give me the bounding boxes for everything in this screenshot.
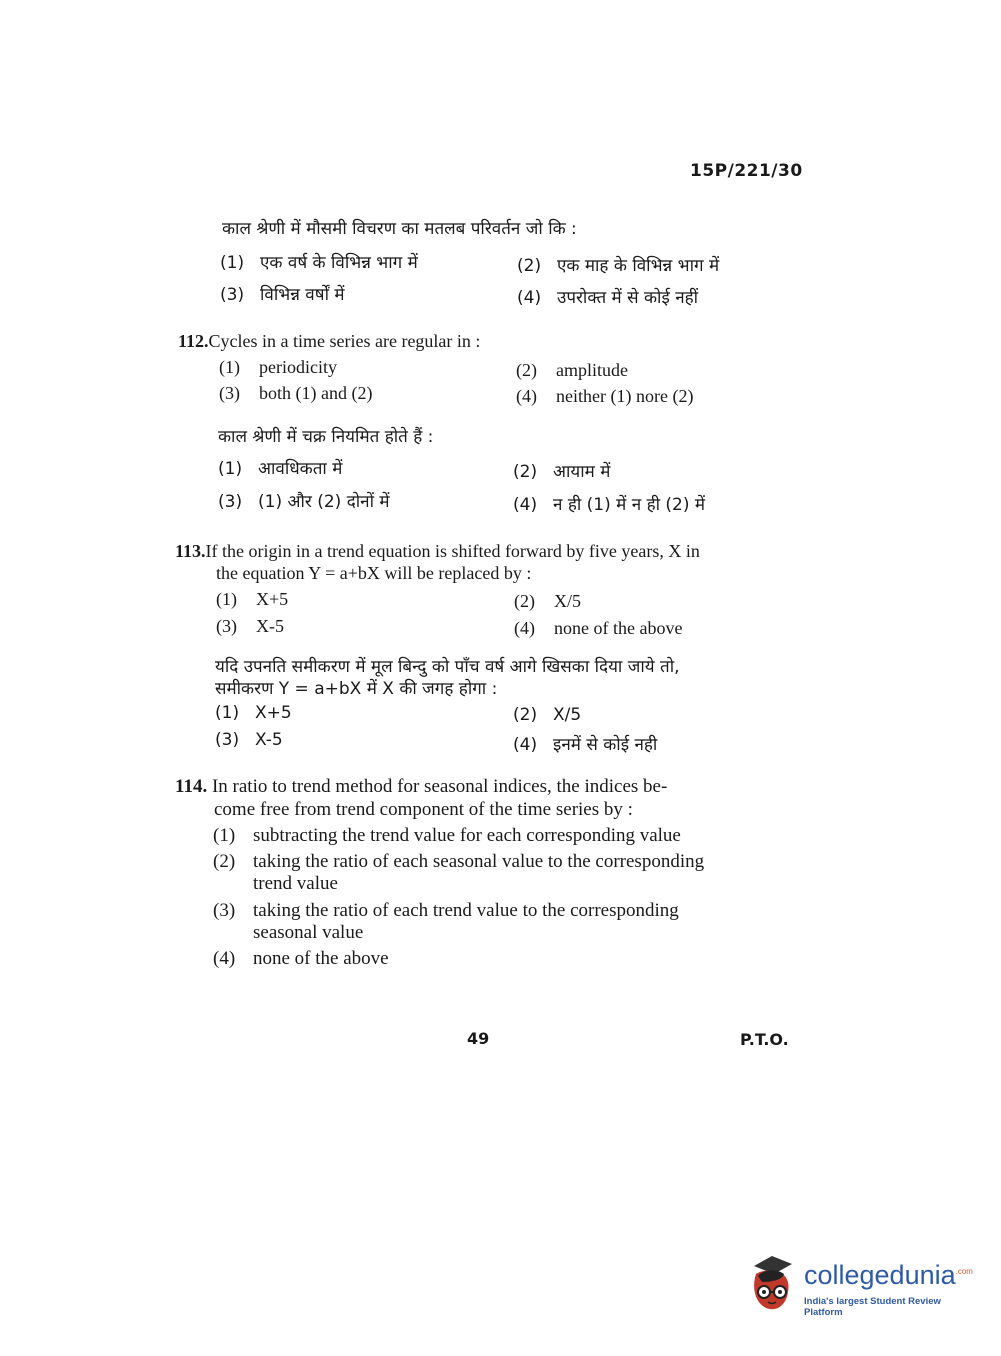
q112-option-4: (4) neither (1) nore (2): [516, 386, 694, 406]
q113-stem-line2: the equation Y = a+bX will be replaced by :: [216, 563, 532, 583]
q112-hindi-stem: काल श्रेणी में चक्र नियमित होते हैं :: [218, 427, 434, 447]
collegedunia-watermark: [742, 1252, 972, 1322]
q113-option-2: (2) X/5: [514, 591, 581, 611]
q114-option-3: (3) taking the ratio of each trend value to the corresponding: [213, 900, 679, 921]
q111-hindi-option-3: (3) विभिन्न वर्षों में: [220, 285, 345, 305]
mascot-logo-icon: [742, 1252, 802, 1322]
q112-hindi-option-3: (3) (1) और (2) दोनों में: [218, 492, 390, 512]
q112-stem: 112.Cycles in a time series are regular in :: [178, 331, 481, 351]
q114-option-2-continuation: trend value: [253, 873, 338, 894]
q113-stem-line1: 113.If the origin in a trend equation is shifted forward by five years, X in: [175, 541, 700, 561]
brand-tagline: India's largest Student Review Platform: [804, 1296, 941, 1318]
q113-option-1: (1) X+5: [216, 589, 289, 609]
q114-option-4: (4) none of the above: [213, 948, 389, 969]
q112-option-2: (2) amplitude: [516, 360, 628, 380]
q111-hindi-option-2: (2) एक माह के विभिन्न भाग में: [517, 256, 720, 276]
q114-stem-line1: 114. In ratio to trend method for seasonal indices, the indices be-: [175, 776, 668, 797]
q111-hindi-option-1: (1) एक वर्ष के विभिन्न भाग में: [220, 253, 418, 273]
pto-label: P.T.O.: [740, 1030, 789, 1049]
q113-option-3: (3) X-5: [216, 616, 284, 636]
q114-stem-line2: come free from trend component of the time series by :: [214, 799, 633, 820]
q114-option-3-continuation: seasonal value: [253, 922, 364, 943]
q113-hindi-option-4: (4) इनमें से कोई नही: [513, 735, 658, 755]
q112-option-3: (3) both (1) and (2): [219, 383, 373, 403]
q112-hindi-option-1: (1) आवधिकता में: [218, 459, 343, 479]
q113-option-4: (4) none of the above: [514, 618, 683, 638]
page-number: 49: [467, 1029, 490, 1048]
q113-hindi-stem-line2: समीकरण Y = a+bX में X की जगह होगा :: [215, 679, 498, 699]
q114-option-2: (2) taking the ratio of each seasonal value to the corresponding: [213, 851, 705, 872]
q113-hindi-option-1: (1) X+5: [215, 703, 292, 723]
q113-hindi-option-2: (2) X/5: [513, 705, 582, 725]
q114-number: 114.: [175, 776, 208, 797]
q112-hindi-option-2: (2) आयाम में: [513, 462, 611, 482]
q112-number: 112.: [178, 331, 209, 351]
q113-hindi-stem-line1: यदि उपनति समीकरण में मूल बिन्दु को पाँच वर्ष आगे खिसका दिया जाये तो,: [215, 657, 680, 677]
brand-name: collegedunia$^{.com}$: [804, 1260, 973, 1290]
q111-hindi-stem: काल श्रेणी में मौसमी विचरण का मतलब परिवर्तन जो कि :: [222, 219, 577, 239]
q113-number: 113.: [175, 541, 206, 561]
q113-hindi-option-3: (3) X-5: [215, 730, 283, 750]
q112-hindi-option-4: (4) न ही (1) में न ही (2) में: [513, 495, 706, 515]
q111-hindi-option-4: (4) उपरोक्त में से कोई नहीं: [517, 288, 699, 308]
paper-code: 15P/221/30: [690, 161, 803, 181]
q114-option-1: (1) subtracting the trend value for each corresponding value: [213, 825, 681, 846]
q112-option-1: (1) periodicity: [219, 357, 337, 377]
